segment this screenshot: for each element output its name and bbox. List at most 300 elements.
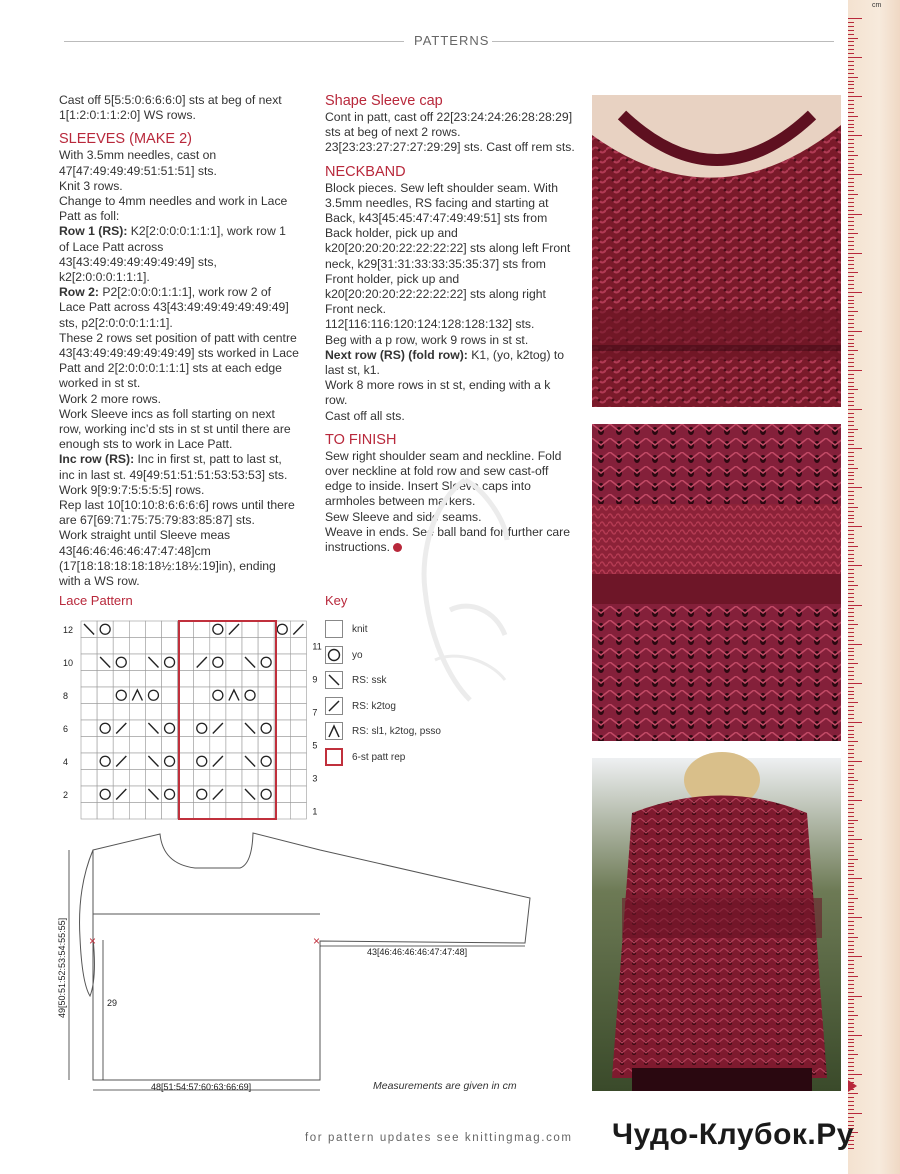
chart-cell [194, 770, 210, 787]
chart-cell [97, 687, 113, 704]
ruler-minor-tick [848, 538, 854, 539]
ruler-minor-tick [848, 268, 854, 269]
ruler-minor-tick [848, 284, 854, 285]
schematic-width-label: 48[51:54:57:60:63:66:69] [151, 1082, 252, 1092]
ruler-tick [848, 839, 862, 840]
chart-cell [81, 671, 97, 688]
ruler-minor-tick [848, 585, 858, 586]
ruler-minor-tick [848, 972, 854, 973]
ruler-tick [848, 448, 862, 449]
chart-cell [242, 671, 258, 688]
ruler-minor-tick [848, 1066, 854, 1067]
ruler-minor-tick [848, 515, 854, 516]
chart-cell [226, 704, 242, 721]
finish-text-3-body: Weave in ends. See ball band for further care instructions. [325, 524, 571, 555]
ruler-minor-tick [848, 300, 854, 301]
photo-model-back [592, 758, 841, 1091]
ruler-minor-tick [848, 53, 854, 54]
ruler-minor-tick [848, 190, 854, 191]
photo-lace-closeup [592, 424, 841, 741]
instructions-column-1 [59, 93, 299, 589]
ruler-minor-tick [848, 472, 854, 473]
ruler-minor-tick [848, 1109, 854, 1110]
chart-cell [81, 737, 97, 754]
row1-label: Row 1 (RS): [59, 224, 128, 239]
ruler-minor-tick [848, 475, 854, 476]
ruler-minor-tick [848, 710, 854, 711]
ruler-minor-tick [848, 1070, 854, 1071]
ruler-tick [848, 722, 862, 723]
ruler-tick [848, 292, 862, 293]
key-yo [325, 646, 525, 666]
row2-body: P2[2:0:0:0:1:1:1], work row 2 of Lace Patt across 43[43:49:49:49:49:49:49] sts, p2[2:0:0:0:1:1:1]. [59, 285, 289, 330]
more-rows: Work 2 more rows. [59, 391, 162, 406]
ruler-minor-tick [848, 698, 854, 699]
ruler-minor-tick [848, 41, 854, 42]
chart-cell [113, 621, 129, 638]
ruler-minor-tick [848, 245, 854, 246]
ruler-minor-tick [848, 350, 858, 351]
measuring-ruler [848, 0, 900, 1174]
inc-row-label: Inc row (RS): [59, 452, 135, 467]
ruler-minor-tick [848, 237, 854, 238]
ruler-minor-tick [848, 327, 854, 328]
ruler-minor-tick [848, 460, 854, 461]
ruler-minor-tick [848, 522, 854, 523]
ruler-minor-tick [848, 507, 858, 508]
knit-symbol-icon [325, 620, 343, 638]
chart-row-number: 2 [63, 790, 69, 800]
ruler-tick [848, 605, 862, 606]
chart-cell [194, 704, 210, 721]
chart-cell [290, 704, 306, 721]
row2-text [59, 285, 299, 331]
ruler-minor-tick [848, 436, 854, 437]
chart-cell [258, 770, 274, 787]
ruler-minor-tick [848, 640, 854, 641]
ruler-minor-tick [848, 61, 854, 62]
ruler-minor-tick [848, 1054, 858, 1055]
ruler-minor-tick [848, 401, 854, 402]
ruler-minor-tick [848, 796, 854, 797]
ruler-minor-tick [848, 288, 854, 289]
chart-cell [258, 803, 274, 820]
chart-cell [290, 638, 306, 655]
ruler-minor-tick [848, 628, 854, 629]
ruler-minor-tick [848, 648, 854, 649]
ruler-minor-tick [848, 1039, 854, 1040]
neckband-text-4: Cast off all sts. [325, 408, 405, 423]
chart-cell [81, 753, 97, 770]
chart-cell [242, 803, 258, 820]
chart-cell [162, 770, 178, 787]
ruler-minor-tick [848, 593, 854, 594]
ruler-minor-tick [848, 960, 854, 961]
chart-cell [97, 803, 113, 820]
chart-cell [226, 671, 242, 688]
chart-cell [97, 770, 113, 787]
key-ssk-label: RS: ssk [352, 675, 387, 686]
ruler-minor-tick [848, 182, 854, 183]
ruler-minor-tick [848, 49, 854, 50]
sleeve-incs: Work Sleeve incs as foll starting on next row, working inc’d sts in st st until there are enough sts to work in Lace Patt. [59, 406, 291, 452]
chart-cell [290, 803, 306, 820]
ruler-minor-tick [848, 542, 854, 543]
ruler-minor-tick [848, 1031, 854, 1032]
ruler-tick [848, 1113, 862, 1114]
ruler-minor-tick [848, 429, 858, 430]
ruler-minor-tick [848, 452, 854, 453]
chart-cell [178, 621, 194, 638]
work-rows: Work 9[9:9:7:5:5:5:5] rows. [59, 482, 205, 497]
chart-row-number: 1 [312, 806, 318, 817]
neckband-heading: NECKBAND [325, 163, 406, 180]
ruler-minor-tick [848, 945, 854, 946]
ruler-minor-tick [848, 229, 854, 230]
ruler-tick [848, 487, 862, 488]
chart-cell [162, 704, 178, 721]
ruler-tick [848, 761, 862, 762]
chart-cell [178, 654, 194, 671]
ruler-minor-tick [848, 358, 854, 359]
chart-row-number: 9 [312, 674, 318, 685]
chart-cell [258, 737, 274, 754]
ruler-minor-tick [848, 198, 854, 199]
chart-cell [162, 638, 178, 655]
chart-cell [97, 704, 113, 721]
chart-cell [81, 786, 97, 803]
chart-cell [178, 770, 194, 787]
ruler-minor-tick [848, 511, 854, 512]
key-k2tog-label: RS: k2tog [352, 701, 396, 712]
ruler-minor-tick [848, 968, 854, 969]
row2-label: Row 2: [59, 285, 99, 300]
ruler-minor-tick [848, 792, 854, 793]
ruler-minor-tick [848, 417, 854, 418]
ruler-minor-tick [848, 1042, 854, 1043]
chart-cell [145, 737, 161, 754]
ruler-minor-tick [848, 167, 854, 168]
chart-cell [162, 621, 178, 638]
ruler-minor-tick [848, 659, 854, 660]
ruler-minor-tick [848, 718, 854, 719]
ruler-minor-tick [848, 307, 854, 308]
chart-cell [113, 737, 129, 754]
ruler-minor-tick [848, 503, 854, 504]
ruler-minor-tick [848, 159, 854, 160]
ruler-minor-tick [848, 178, 854, 179]
ruler-minor-tick [848, 534, 854, 535]
key-patt-rep-label: 6-st patt rep [352, 752, 406, 763]
garment-schematic [55, 828, 545, 1098]
ruler-minor-tick [848, 151, 854, 152]
ruler-tick [848, 800, 862, 801]
chart-cell [194, 737, 210, 754]
ruler-minor-tick [848, 131, 854, 132]
chart-cell [210, 770, 226, 787]
chart-cell [178, 671, 194, 688]
finish-text: Sew right shoulder seam and neckline. Fold over neckline at fold row and sew cast-off edge to inside. Insert Sleeve caps into armholes between markers. [325, 448, 562, 509]
ruler-minor-tick [848, 127, 854, 128]
ruler-minor-tick [848, 921, 854, 922]
ruler-minor-tick [848, 257, 854, 258]
ruler-minor-tick [848, 315, 854, 316]
ruler-minor-tick [848, 788, 854, 789]
ruler-minor-tick [848, 389, 858, 390]
work-straight: Work straight until Sleeve meas 43[46:46:46:46:47:47:48]cm (17[18:18:18:18:18½:18½:19]in), ending with a WS row. [59, 528, 276, 589]
ruler-minor-tick [848, 734, 854, 735]
chart-cell [290, 737, 306, 754]
chart-cell [129, 753, 145, 770]
ruler-tick [848, 878, 862, 879]
ruler-minor-tick [848, 104, 854, 105]
ruler-tick [848, 409, 862, 410]
chart-row-number: 10 [63, 658, 74, 668]
ruler-minor-tick [848, 820, 858, 821]
ruler-minor-tick [848, 249, 854, 250]
ruler-minor-tick [848, 855, 854, 856]
chart-cell [113, 671, 129, 688]
inc-row-text [59, 452, 299, 482]
ruler-minor-tick [848, 210, 854, 211]
neckband-text-2: Beg with a p row, work 9 rows in st st. [325, 332, 529, 347]
sleeve-cap-text: Cont in patt, cast off 22[23:24:24:26:28:28:29] sts at beg of next 2 rows. 23[23:23:27:27:27:29:29] sts. Cast off rem sts. [325, 110, 575, 155]
ruler-minor-tick [848, 280, 854, 281]
ruler-minor-tick [848, 816, 854, 817]
chart-cell [113, 704, 129, 721]
chart-cell [178, 638, 194, 655]
ruler-minor-tick [848, 1062, 854, 1063]
ruler-minor-tick [848, 1078, 854, 1079]
ruler-minor-tick [848, 100, 854, 101]
ruler-minor-tick [848, 65, 854, 66]
ruler-minor-tick [848, 902, 854, 903]
ruler-minor-tick [848, 608, 854, 609]
sleeves-change: Change to 4mm needles and work in Lace Patt as foll: [59, 194, 288, 224]
chart-cell [145, 671, 161, 688]
photo-neckline-closeup [592, 95, 841, 407]
sleeve-cap-heading: Shape Sleeve cap [325, 93, 443, 109]
chart-cell [178, 687, 194, 704]
chart-cell [290, 786, 306, 803]
chart-cell [290, 654, 306, 671]
ruler-minor-tick [848, 569, 854, 570]
ruler-tick [848, 1074, 862, 1075]
ruler-minor-tick [848, 260, 854, 261]
ruler-minor-tick [848, 272, 858, 273]
ruler-minor-tick [848, 694, 854, 695]
ruler-tick [848, 214, 862, 215]
chart-cell [129, 638, 145, 655]
ruler-minor-tick [848, 859, 858, 860]
chart-cell [97, 638, 113, 655]
ruler-minor-tick [848, 1007, 854, 1008]
ruler-minor-tick [848, 550, 854, 551]
ruler-minor-tick [848, 276, 854, 277]
ruler-minor-tick [848, 687, 854, 688]
chart-cell [178, 704, 194, 721]
chart-cell [226, 770, 242, 787]
chart-cell [242, 770, 258, 787]
ruler-minor-tick [848, 886, 854, 887]
ruler-minor-tick [848, 143, 854, 144]
site-watermark: Чудо-Клубок.Ру [612, 1118, 854, 1151]
ruler-minor-tick [848, 906, 854, 907]
chart-cell [290, 770, 306, 787]
ruler-minor-tick [848, 773, 854, 774]
ruler-tick [848, 526, 862, 527]
chart-cell [210, 803, 226, 820]
ruler-minor-tick [848, 495, 854, 496]
key-ssk [325, 671, 525, 691]
ruler-minor-tick [848, 432, 854, 433]
ruler-minor-tick [848, 558, 854, 559]
chart-row-number: 4 [63, 757, 69, 767]
sleeves-knit: Knit 3 rows. [59, 178, 123, 193]
ruler-minor-tick [848, 366, 854, 367]
ruler-minor-tick [848, 241, 854, 242]
ruler-tick [848, 57, 862, 58]
key-patt-rep [325, 748, 525, 768]
ruler-minor-tick [848, 843, 854, 844]
ruler-minor-tick [848, 92, 854, 93]
ruler-minor-tick [848, 296, 854, 297]
chart-cell [226, 737, 242, 754]
chart-cell [178, 737, 194, 754]
ruler-minor-tick [848, 26, 854, 27]
fold-row-label: Next row (RS) (fold row): [325, 347, 468, 362]
ruler-minor-tick [848, 479, 854, 480]
inc-row-body: Inc in first st, patt to last st, inc in last st. 49[49:51:51:51:53:53:53] sts. [59, 452, 288, 482]
rep-rows: Rep last 10[10:10:8:6:6:6:6] rows until there are 67[69:71:75:75:79:83:85:87] sts. [59, 498, 295, 528]
ruler-minor-tick [848, 546, 858, 547]
chart-cell [194, 803, 210, 820]
ruler-minor-tick [848, 112, 854, 113]
ruler-minor-tick [848, 808, 854, 809]
ruler-minor-tick [848, 1050, 854, 1051]
chart-row-number: 7 [312, 707, 318, 718]
ruler-minor-tick [848, 393, 854, 394]
ruler-minor-tick [848, 655, 854, 656]
chart-row-number: 11 [312, 641, 322, 652]
chart-cell [81, 638, 97, 655]
chart-cell [290, 720, 306, 737]
chart-cell [81, 687, 97, 704]
chart-cell [226, 720, 242, 737]
ruler-tick [848, 683, 862, 684]
chart-row-number: 12 [63, 625, 74, 635]
chart-cell [113, 638, 129, 655]
ruler-minor-tick [848, 679, 854, 680]
ruler-minor-tick [848, 1097, 854, 1098]
ruler-minor-tick [848, 77, 858, 78]
patt-rep-symbol-icon [325, 748, 343, 766]
ruler-minor-tick [848, 620, 854, 621]
position-text: These 2 rows set position of patt with centre 43[43:49:49:49:49:49:49] sts worked in Lace Patt and 2[2:0:0:0:1:1:1] sts at each edge worked in st st. [59, 330, 299, 391]
ruler-minor-tick [848, 382, 854, 383]
sleeves-cast-on: With 3.5mm needles, cast on 47[47:49:49:49:51:51:51] sts. [59, 148, 217, 178]
chart-cell [81, 704, 97, 721]
chart-cell [242, 737, 258, 754]
ruler-minor-tick [848, 206, 854, 207]
neckband-text: Block pieces. Sew left shoulder seam. With 3.5mm needles, RS facing and starting at Back, k43[45:45:47:47:49:49:51] sts from Back holder, pick up and k20[20:20:20:22:22:22:22] sts along left Front neck, k29[31:31:33:33:35:35:37] sts from Front holder, pick up and k20[20:20:20:22:22:22:22] sts along right Front neck. 112[116:116:120:124:128:128:132] sts. [325, 180, 571, 332]
ruler-tick [848, 956, 862, 957]
ruler-minor-tick [848, 909, 854, 910]
chart-cell [129, 737, 145, 754]
ruler-tick [848, 1035, 862, 1036]
ruler-minor-tick [848, 202, 854, 203]
key-sl1-label: RS: sl1, k2tog, psso [352, 726, 441, 737]
ruler-minor-tick [848, 933, 854, 934]
ruler-tick [848, 996, 862, 997]
chart-cell [226, 638, 242, 655]
ruler-minor-tick [848, 217, 854, 218]
key-knit [325, 620, 525, 640]
chart-cell [194, 621, 210, 638]
ruler-minor-tick [848, 737, 854, 738]
chart-cell [194, 638, 210, 655]
ruler-minor-tick [848, 1101, 854, 1102]
ruler-minor-tick [848, 597, 854, 598]
ruler-minor-tick [848, 530, 854, 531]
ruler-minor-tick [848, 573, 854, 574]
chart-cell [226, 753, 242, 770]
ruler-minor-tick [848, 421, 854, 422]
ruler-minor-tick [848, 225, 854, 226]
ruler-minor-tick [848, 84, 854, 85]
ruler-minor-tick [848, 386, 854, 387]
ruler-tick [848, 135, 862, 136]
ruler-arrow-icon [848, 1080, 858, 1092]
chart-cell [194, 671, 210, 688]
ruler-minor-tick [848, 925, 854, 926]
ruler-minor-tick [848, 632, 854, 633]
ruler-minor-tick [848, 1027, 854, 1028]
ruler-minor-tick [848, 777, 854, 778]
ruler-minor-tick [848, 303, 854, 304]
k2tog-symbol-icon [325, 697, 343, 715]
ruler-minor-tick [848, 667, 854, 668]
chart-cell [129, 786, 145, 803]
ruler-minor-tick [848, 397, 854, 398]
section-header [64, 33, 834, 49]
header-rule-right [492, 41, 834, 42]
ruler-minor-tick [848, 952, 854, 953]
schematic-sleeve-label: 43[46:46:46:46:47:47:48] [367, 947, 468, 957]
chart-cell [210, 704, 226, 721]
ruler-minor-tick [848, 139, 854, 140]
ssk-symbol-icon [325, 671, 343, 689]
lace-pattern-chart [55, 615, 320, 825]
chart-cell [162, 687, 178, 704]
ruler-minor-tick [848, 88, 854, 89]
chart-cell [162, 737, 178, 754]
finish-heading: TO FINISH [325, 431, 397, 448]
svg-text:×: × [313, 934, 321, 948]
ruler-minor-tick [848, 863, 854, 864]
intro-text: Cast off 5[5:5:0:6:6:6:0] sts at beg of next 1[1:2:0:1:1:2:0] WS rows. [59, 93, 282, 123]
chart-cell [242, 638, 258, 655]
ruler-minor-tick [848, 425, 854, 426]
ruler-minor-tick [848, 343, 854, 344]
ruler-minor-tick [848, 1105, 854, 1106]
ruler-minor-tick [848, 38, 858, 39]
ruler-minor-tick [848, 847, 854, 848]
ruler-minor-tick [848, 499, 854, 500]
ruler-minor-tick [848, 804, 854, 805]
neckband-text-3: Work 8 more rows in st st, ending with a k row. [325, 378, 551, 408]
ruler-minor-tick [848, 1011, 854, 1012]
